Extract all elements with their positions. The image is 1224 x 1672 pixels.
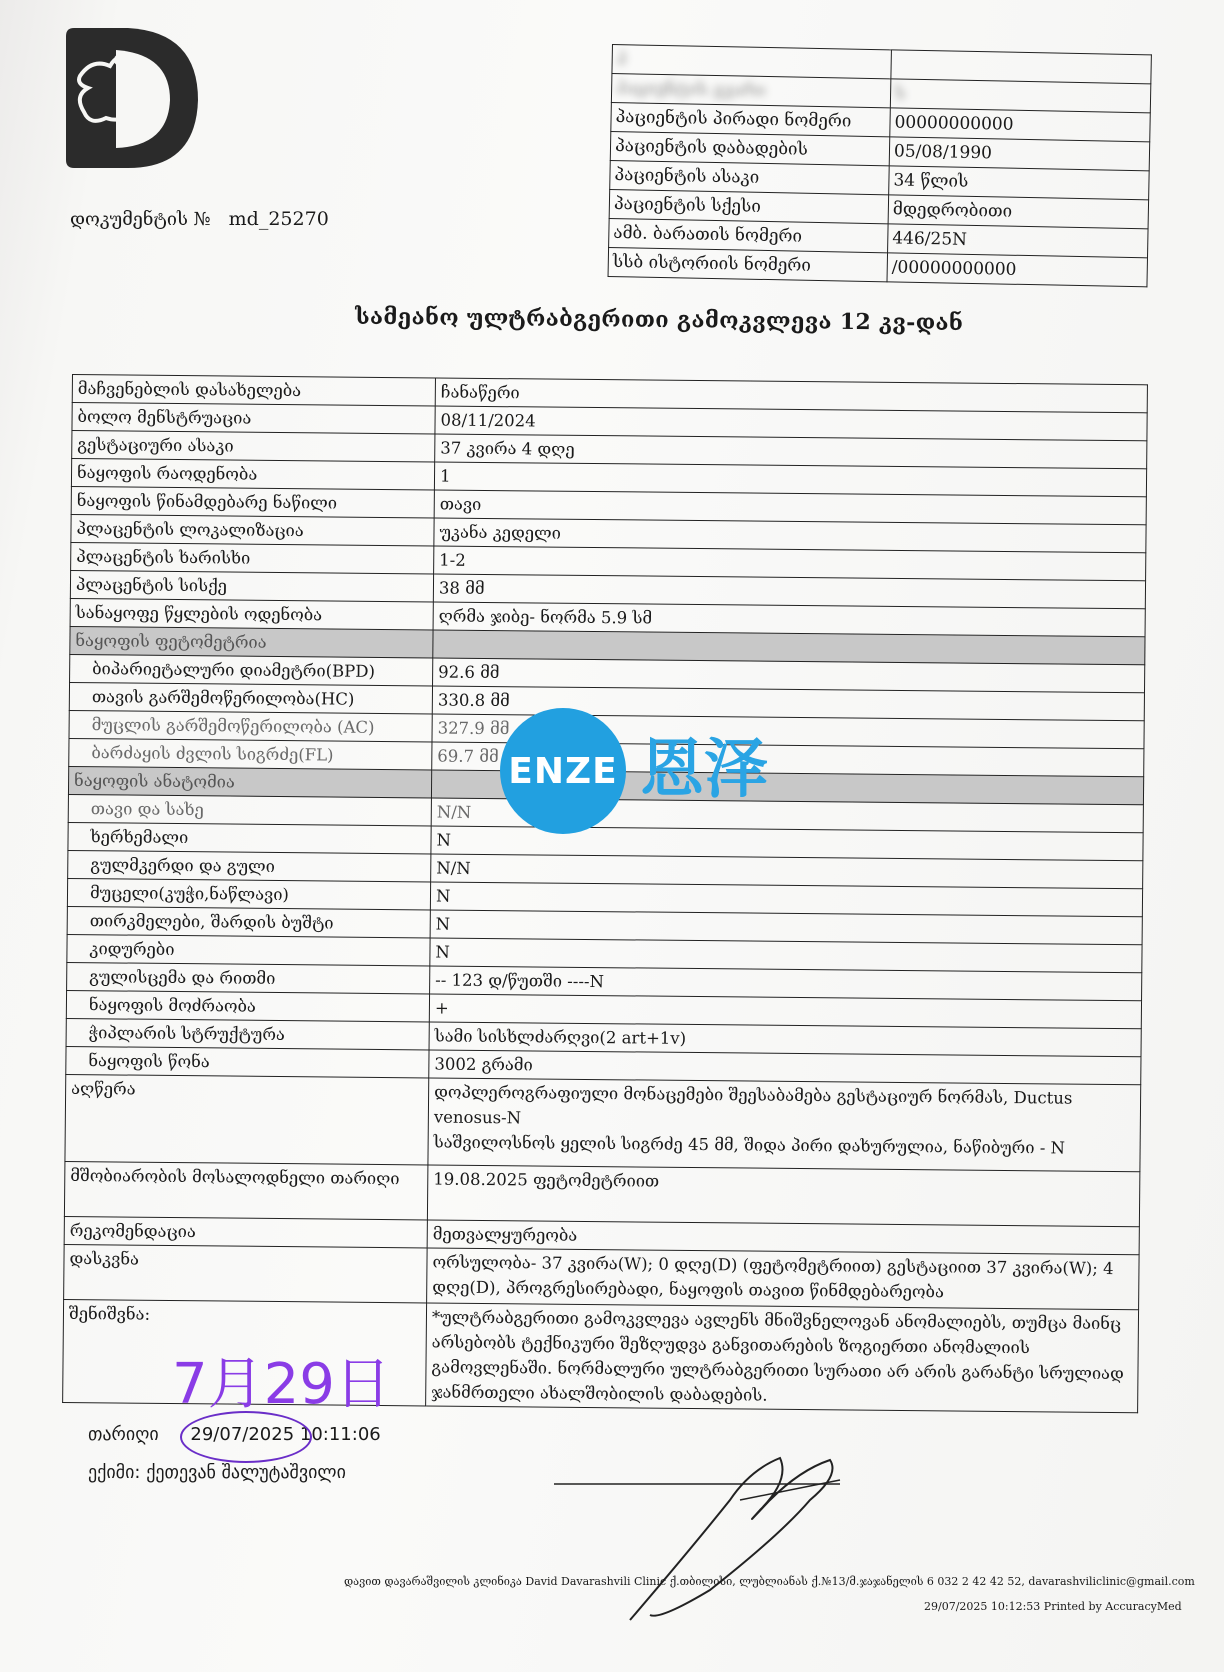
patient-value: ს [890, 79, 1151, 113]
patient-value: 05/08/1990 [889, 137, 1150, 171]
report-label: მაჩვენებლის დასახელება [72, 375, 435, 406]
patient-value: 00000000000 [890, 108, 1151, 142]
report-value: 37 კვირა 4 დღე [435, 434, 1147, 469]
report-value: 1-2 [434, 546, 1146, 581]
report-label: შენიშვნა: [63, 1299, 427, 1405]
report-label: თირკმელები, შარდის ბუშტი [67, 906, 430, 937]
description-line-1: დოპლეროგრაფიული მონაცემები შეესაბამება გესტაციურ ნორმას, Ductus venosus-N [433, 1082, 1073, 1128]
report-value: 1 [434, 462, 1146, 497]
doctor-signature [540, 1440, 920, 1630]
patient-label: პაციენტის დაბადების [610, 131, 890, 165]
report-value: ღრმა ჯიბე- ნორმა 5.9 სმ [433, 602, 1145, 637]
patient-value: მდედრობითი [888, 195, 1149, 229]
report-value: სამი სისხლძარღვი(2 art+1v) [429, 1022, 1141, 1057]
report-title: სამეანო ულტრაბგერითი გამოკვლევა 12 კვ-დან [354, 303, 964, 337]
document-number [70, 208, 329, 230]
patient-label: პაციენტის ასაკი [610, 160, 890, 194]
report-label: კიდურები [67, 934, 430, 965]
report-value: N [430, 938, 1142, 973]
document-number-label: დოკუმენტის № [70, 209, 211, 230]
report-label: დასკვნა [64, 1244, 428, 1302]
report-row [64, 1161, 1139, 1226]
patient-label: პ [612, 45, 892, 79]
document-number-value: md_25270 [228, 208, 329, 230]
report-value: უკანა კედელი [434, 518, 1146, 553]
report-label: თავი და სახე [68, 794, 431, 825]
patient-label: პაციენტის პირადი ნომერი [611, 102, 891, 136]
report-value [428, 1078, 1141, 1172]
report-value: 19.08.2025 ფეტომეტრიით [427, 1165, 1139, 1227]
report-label: მუცელი(კუჭი,ნაწლავი) [67, 878, 430, 909]
report-value: თავი [434, 490, 1146, 525]
report-value: 327.9 მმ [432, 714, 1144, 749]
date-label: თარიღი [88, 1424, 159, 1445]
section-label: ნაყოფის ფეტომეტრია [70, 626, 433, 657]
report-label: ჭიპლარის სტრუქტურა [66, 1018, 429, 1049]
report-value: N [430, 882, 1142, 917]
report-value: 38 მმ [433, 574, 1145, 609]
report-label: გესტაციური ასაკი [72, 431, 435, 462]
section-label: ნაყოფის ანატომია [68, 766, 431, 797]
report-value: N [430, 910, 1142, 945]
report-label: პლაცენტის ხარისხი [71, 542, 434, 573]
patient-label: პაციენტის გვარი [611, 74, 891, 108]
report-label: ნაყოფის მოძრაობა [66, 990, 429, 1021]
patient-value: /00000000000 [887, 253, 1148, 287]
description-line-2: საშვილოსნოს ყელის სიგრძე 45 მმ, შიდა პირი დახურულია, ნაწიბური - N [433, 1132, 1066, 1158]
patient-label: ამბ. ბარათის ნომერი [609, 218, 889, 252]
report-label: ნაყოფის წინამდებარე ნაწილი [71, 486, 434, 517]
report-label: პლაცენტის სისქე [70, 570, 433, 601]
report-label: მუცლის გარშემოწერილობა (AC) [69, 710, 432, 741]
watermark-logo: ENZE [500, 708, 626, 834]
report-label: რეკომენდაცია [64, 1216, 427, 1247]
patient-value: 446/25N [888, 224, 1149, 258]
patient-label: სსბ ისტორიის ნომერი [608, 247, 888, 281]
doctor-name: ექიმი: ქეთევან შალუტაშვილი [88, 1462, 346, 1483]
report-value: + [429, 994, 1141, 1029]
report-label: გულმკერდი და გული [68, 850, 431, 881]
report-value: 08/11/2024 [435, 406, 1147, 441]
report-value: N [431, 826, 1143, 861]
report-label: ბოლო მენსტრუაცია [72, 403, 435, 434]
report-label: ბარძაყის ძვლის სიგრძე(FL) [69, 738, 432, 769]
ultrasound-report-table [62, 374, 1148, 1413]
report-value: მეთვალყურეობა [427, 1220, 1139, 1255]
handwritten-date-annotation: 7月29日 [172, 1352, 391, 1417]
date-value: 29/07/2025 [190, 1424, 295, 1445]
time-value: 10:11:06 [299, 1424, 381, 1445]
report-label: ხერხემალი [68, 822, 431, 853]
report-value: 69.7 მმ [432, 742, 1144, 777]
report-label: თავის გარშემოწერილობა(HC) [69, 682, 432, 713]
date-highlight-circle [180, 1411, 312, 1463]
report-value: -- 123 დ/წუთში ----N [430, 966, 1142, 1001]
report-row-conclusion [64, 1244, 1139, 1309]
report-value: ორსულობა- 37 კვირა(W); 0 დღე(D) (ფეტომეტრიით) გესტაციით 37 კვირა(W); 4 დღე(D), პროგრესირებადი, ნაყოფის თავით წინმდებარეობა [427, 1248, 1139, 1310]
printed-stamp: 29/07/2025 10:12:53 Printed by AccuracyMed [924, 1600, 1182, 1613]
report-label: ბიპარიეტალური დიამეტრი(BPD) [70, 654, 433, 685]
report-value: 3002 გრამი [429, 1050, 1141, 1085]
report-label: აღწერა [65, 1074, 429, 1164]
report-value: 330.8 მმ [432, 686, 1144, 721]
watermark-text: 恩泽 [640, 733, 768, 807]
report-value: N/N [431, 854, 1143, 889]
report-value: ჩანაწერი [435, 378, 1147, 413]
patient-info-table [608, 44, 1152, 287]
patient-value: 34 წლის [889, 166, 1150, 200]
report-label: გულისცემა და რითმი [67, 962, 430, 993]
report-label: ნაყოფის წონა [66, 1046, 429, 1077]
report-value: *ულტრაბგერითი გამოკვლევა ავლენს მნიშვნელოვან ანომალიებს, თუმცა მაინც არსებობს ტექნიკური შეზღუდვა განვითარების ზოგიერთი ანომალიის გამოვლენაში. ნორმალური ულტრაბგერითი სურათი არ არის გარანტი სრულიად ჯანმრთელი ახალშობილის დაბადების. [426, 1303, 1139, 1413]
report-label: მშობიარობის მოსალოდნელი თარიღი [64, 1161, 428, 1219]
report-label: სანაყოფე წყლების ოდენობა [70, 598, 433, 629]
clinic-footer: დავით დავარაშვილის კლინიკა David Davarashvili Clinic ქ.თბილისი, ლუბლიანას ქ.№13/მ.ჯაჯანელის 6 032 2 42 42 52, davarashviliclinic@gmail.com [344, 1575, 1195, 1588]
report-label: პლაცენტის ლოკალიზაცია [71, 514, 434, 545]
clinic-logo [58, 22, 208, 172]
report-row-description [65, 1074, 1141, 1171]
report-label: ნაყოფის რაოდენობა [71, 459, 434, 490]
report-value: 92.6 მმ [433, 658, 1145, 693]
patient-label: პაციენტის სქესი [609, 189, 889, 223]
report-value: N/N [431, 798, 1143, 833]
